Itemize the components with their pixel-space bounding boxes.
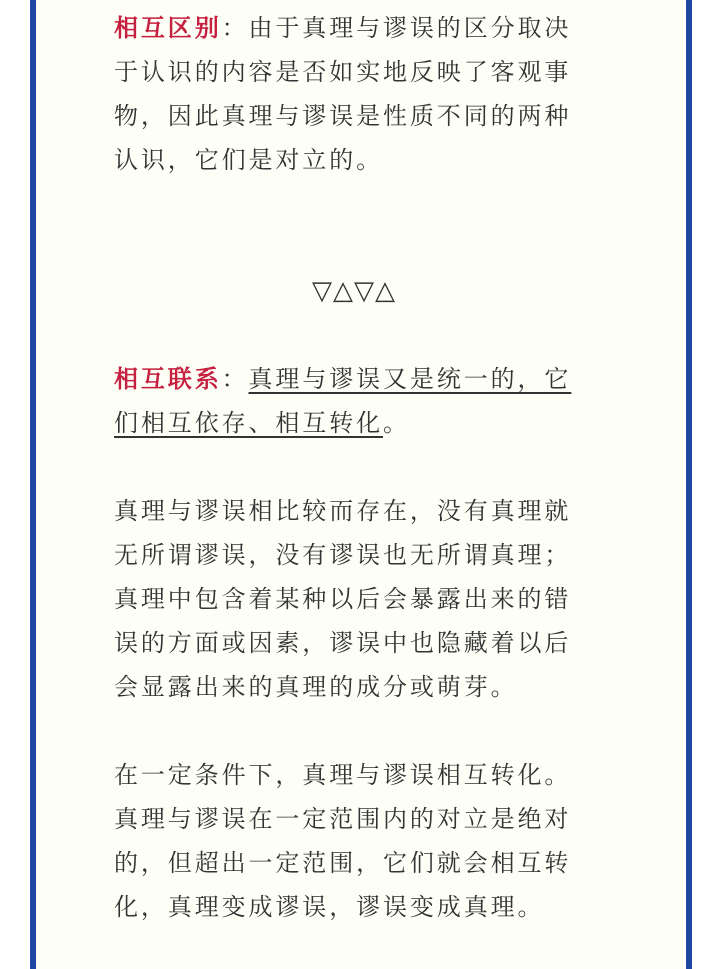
spacer [114, 709, 594, 753]
keyword-difference: 相互区别 [114, 14, 222, 42]
spacer [114, 445, 594, 489]
section-difference [114, 6, 594, 182]
triangle-divider: ▽△▽△ [312, 276, 396, 306]
paragraph-interdependence: 真理与谬误相比较而存在，没有真理就无所谓谬误，没有谬误也无所谓真理；真理中包含着某种以后会暴露出来的错误的方面或因素，谬误中也隐藏着以后会显露出来的真理的成分或萌芽。 [114, 497, 572, 701]
connection-underlined-text: 真理与谬误又是统一的，它们相互依存、相互转化 [114, 365, 572, 437]
connection-end: 。 [383, 409, 410, 437]
spacer [114, 313, 594, 357]
difference-text: ：由于真理与谬误的区分取决于认识的内容是否如实地反映了客观事物，因此真理与谬误是性质不同的两种认识，它们是对立的。 [114, 14, 572, 174]
section-connection [114, 357, 594, 445]
keyword-connection: 相互联系 [114, 365, 222, 393]
connection-colon: ： [221, 365, 249, 393]
article-content [114, 6, 594, 929]
spacer [114, 182, 594, 269]
paragraph-transformation: 在一定条件下，真理与谬误相互转化。真理与谬误在一定范围内的对立是绝对的，但超出一定范围，它们就会相互转化，真理变成谬误，谬误变成真理。 [114, 761, 572, 921]
